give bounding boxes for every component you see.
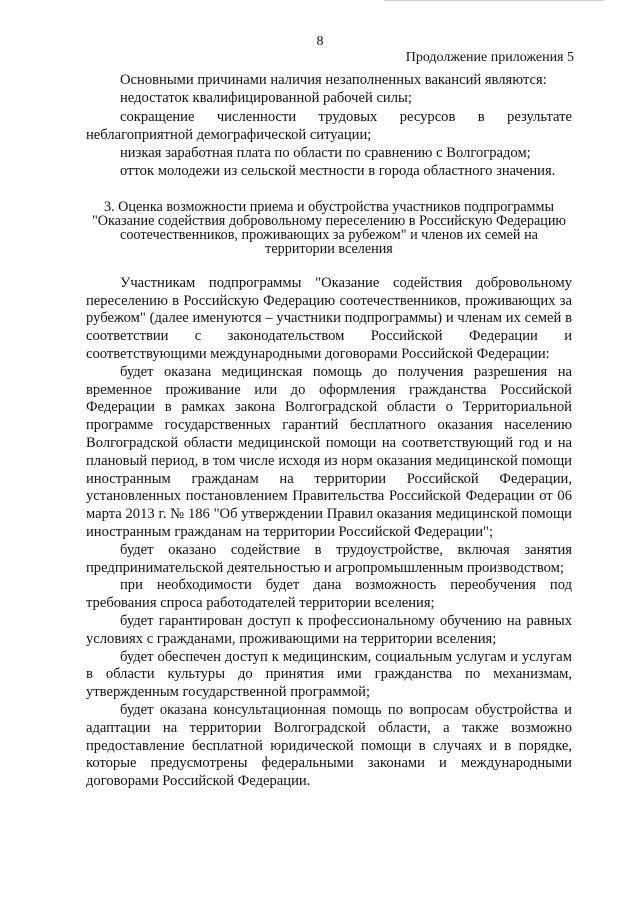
paragraph: будет гарантирован доступ к профессиональному обучению на равных условиях с гражданами, проживающими на территории вселения;: [86, 612, 572, 647]
page-number: 8: [316, 34, 324, 49]
paragraph: будет оказана медицинская помощь до получения разрешения на временное проживание или до оформления гражданства Российской Федерации в рамках закона Волгоградской области о Территориальной программе государственных гарантий бесплатного оказания населению Волгоградской области медицинской помощи на соответствующий год и на плановый период, в том числе исходя из норм оказания медицинской помощи иностранным гражданам на территории Российской Федерации, установленных постановлением Правительства Российской Федерации от 06 марта 2013 г. № 186 "Об утверждении Правил оказания медицинской помощи иностранным гражданам на территории Российской Федерации";: [86, 363, 572, 540]
appendix-note: Продолжение приложения 5: [405, 50, 574, 65]
document-body: [86, 71, 572, 791]
paragraph: отток молодежи из сельской местности в города областного значения.: [120, 163, 556, 180]
paragraph: Участникам подпрограммы "Оказание содействия добровольному переселению в Российскую Федерацию соотечественников, проживающих за рубежом" (далее именуются – участники подпрограммы) и членам их семей в соответствии с законодательством Российской Федерации и соответствующими международными договорами Российской Федерации:: [86, 274, 572, 362]
paragraph: Основными причинами наличия незаполненных вакансий являются:: [120, 72, 547, 88]
paragraph: при необходимости будет дана возможность переобучения под требования спроса работодателей территории вселения;: [86, 577, 572, 612]
paragraph: будет обеспечен доступ к медицинским, социальным услугам и услугам в области культуры до принятия ими гражданства по механизмам, утвержденным государственной программой;: [86, 648, 572, 701]
paragraph: низкая заработная плата по области по сравнению с Волгоградом;: [120, 145, 531, 162]
paragraph: будет оказано содействие в трудоустройстве, включая занятия предпринимательской деятельностью и агропромышленным производством;: [86, 541, 572, 576]
paragraph: будет оказана консультационная помощь по вопросам обустройства и адаптации на территории Волгоградской области, а также возможно предоставление бесплатной юридической помощи в случаях и в порядке, которые предусмотрены федеральными законами и международными договорами Российской Федерации.: [86, 701, 572, 790]
section-heading: 3. Оценка возможности приема и обустройства участников подпрограммы "Оказание содействия добровольному переселению в Российскую Федерацию соотечественников, проживающих за рубежом" и членов их семей на территории вселения: [91, 198, 567, 257]
spacer: [86, 181, 572, 200]
paragraph: недостаток квалифицированной рабочей силы;: [120, 90, 412, 107]
spacer: [86, 256, 572, 275]
scan-edge-mark: [384, 0, 604, 5]
paragraph: сокращение численности трудовых ресурсов в результате неблагоприятной демографической ситуации;: [86, 108, 572, 143]
